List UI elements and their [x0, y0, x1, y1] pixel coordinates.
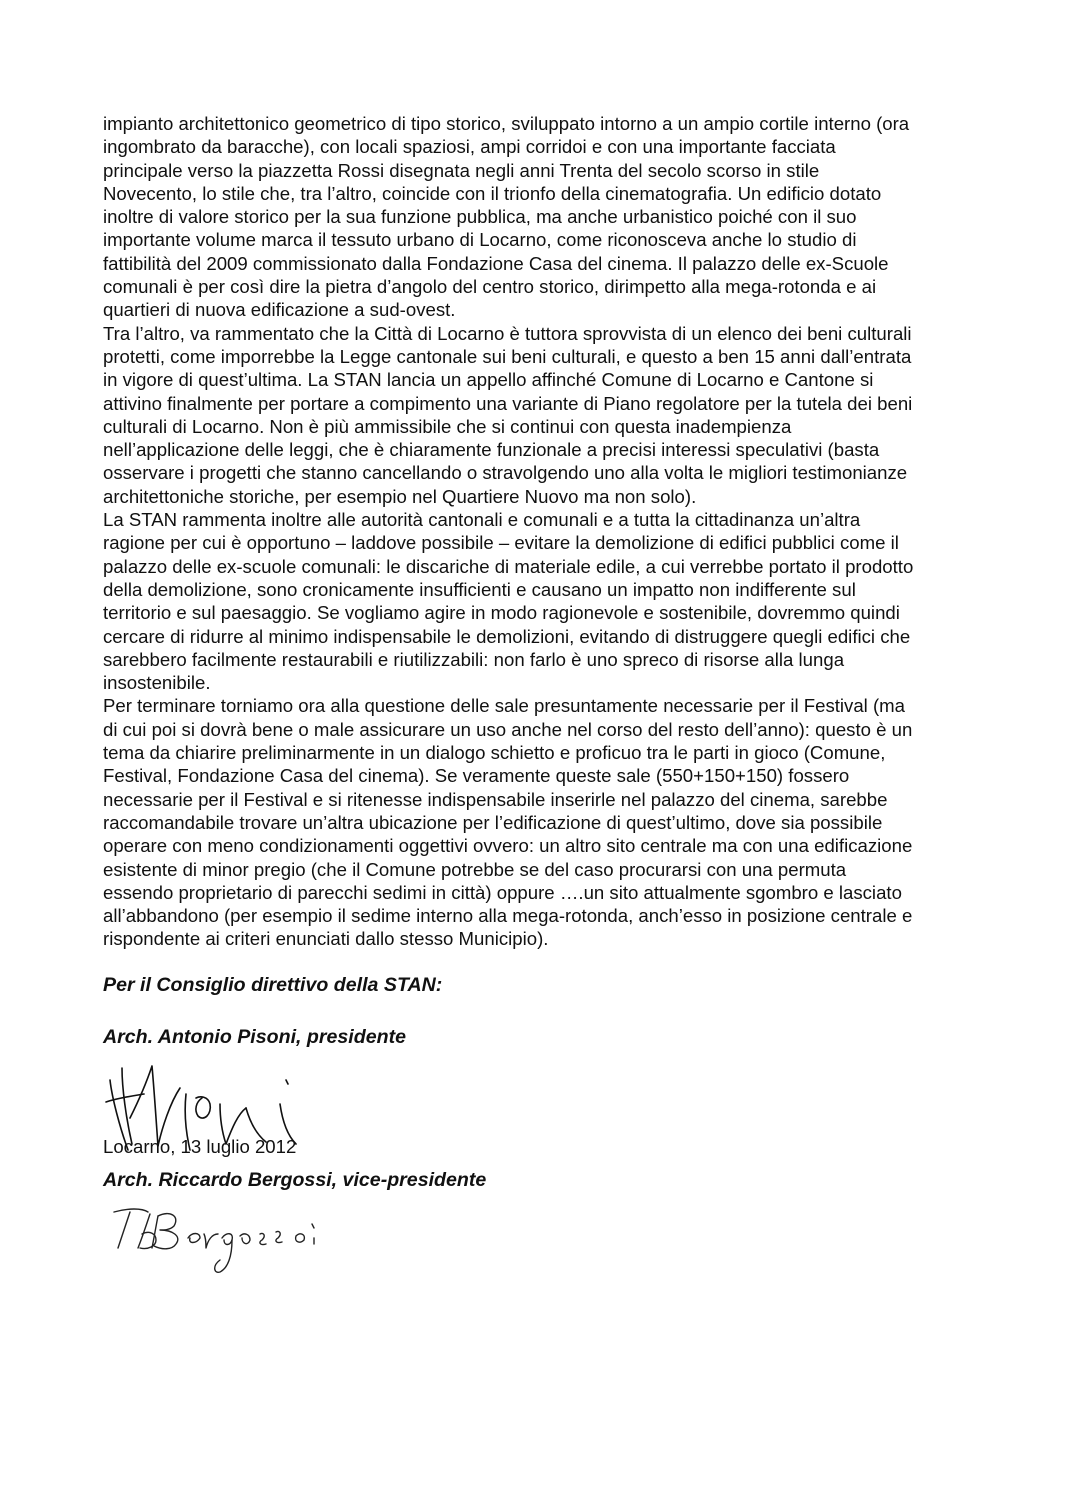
text-line: ingombrato da baracche), con locali spaziosi, ampi corridoi e con una importante facciata [103, 136, 836, 158]
text-line: impianto architettonico geometrico di tipo storico, sviluppato intorno a un ampio cortile interno (ora [103, 113, 910, 134]
text-line: rispondente ai criteri enunciati dallo stesso Municipio). [103, 928, 549, 950]
text-line: essendo proprietario di parecchi sedimi in città) oppure ….un sito attualmente sgombro e lasciato [103, 881, 902, 903]
signatory-1: Arch. Antonio Pisoni, presidente [103, 1026, 407, 1048]
text-line: principale verso la piazzetta Rossi disegnata negli anni Trenta del secolo scorso in stile [103, 159, 820, 181]
text-line: della demolizione, sono cronicamente insufficienti e causano un impatto non indifferente sul [103, 578, 856, 600]
letter-date: Locarno, 13 luglio 2012 [103, 1136, 297, 1157]
signatory-2: Arch. Riccardo Bergossi, vice-presidente [103, 1169, 487, 1191]
text-line: insostenibile. [103, 672, 211, 694]
text-line: protetti, come imporrebbe la Legge cantonale sui beni culturali, e questo a ben 15 anni dall’entrata [103, 345, 912, 367]
text-line: Per terminare torniamo ora alla questione delle sale presuntamente necessarie per il Festival (ma [103, 695, 905, 717]
text-line: architettoniche storiche, per esempio nel Quartiere Nuovo ma non solo). [103, 485, 697, 507]
text-line: nell’applicazione delle leggi, che è chiaramente funzionale a precisi interessi speculativi (basta [103, 439, 880, 461]
text-line: quartieri di nuova edificazione a sud-ovest. [103, 299, 456, 321]
text-line: tema da chiarire preliminarmente in un dialogo schietto e proficuo tra le parti in gioco (Comune, [103, 742, 886, 764]
paragraph-1 [103, 112, 983, 322]
letter-body [103, 112, 983, 951]
text-line: inoltre di valore storico per la sua funzione pubblica, ma anche urbanistico poiché con il suo [103, 206, 857, 228]
paragraph-2 [103, 322, 983, 508]
text-line: necessarie per il Festival e si ritenesse indispensabile inserirle nel palazzo del cinema, sarebbe [103, 788, 888, 810]
text-line: cercare di ridurre al minimo indispensabile le demolizioni, evitando di distruggere quegli edifici che [103, 625, 911, 647]
text-line: operare con meno condizionamenti oggettivi ovvero: un altro sito centrale ma con una edificazione [103, 835, 913, 857]
text-line: comunali è per così dire la pietra d’angolo del centro storico, dirimpetto alla mega-rotonda e ai [103, 276, 877, 298]
paragraph-3 [103, 508, 983, 694]
text-line: di cui poi si dovrà bene o male assicurare un uso anche nel corso del resto dell’anno): questo è un [103, 718, 913, 740]
text-line: raccomandabile trovare un’altra ubicazione per l’edificazione di quest’ultimo, dove sia possibile [103, 811, 883, 833]
closing-heading: Per il Consiglio direttivo della STAN: [103, 974, 443, 996]
text-line: palazzo delle ex-scuole comunali: le discariche di materiale edile, a cui verrebbe portato il prodotto [103, 555, 914, 577]
text-line: Tra l’altro, va rammentato che la Città di Locarno è tuttora sprovvista di un elenco dei beni culturali [103, 322, 912, 344]
text-line: osservare i progetti che stanno cancellando o stravolgendo uno alla volta le migliori testimonianze [103, 462, 908, 484]
text-line: in vigore di quest’ultima. La STAN lancia un appello affinché Comune di Locarno e Cantone si [103, 369, 874, 391]
text-line: sarebbero facilmente restaurabili e riutilizzabili: non farlo è uno spreco di risorse alla lunga [103, 648, 845, 670]
text-line: Novecento, lo stile che, tra l’altro, coincide con il trionfo della cinematografia. Un edificio dotato [103, 182, 882, 204]
text-line: territorio e sul paesaggio. Se vogliamo agire in modo ragionevole e sostenibile, dovremmo quindi [103, 602, 900, 624]
text-line: Festival, Fondazione Casa del cinema). Se veramente queste sale (550+150+150) fossero [103, 765, 850, 787]
text-line: culturali di Locarno. Non è più ammissibile che si continui con questa inadempienza [103, 415, 792, 437]
text-line: esistente di minor pregio (che il Comune potrebbe se del caso procurarsi con una permuta [103, 858, 847, 880]
text-line: importante volume marca il tessuto urbano di Locarno, come riconosceva anche lo studio di [103, 229, 857, 251]
paragraph-4 [103, 694, 983, 950]
signature-bergossi-image [100, 1200, 420, 1280]
text-line: attivino finalmente per portare a compimento una variante di Piano regolatore per la tutela dei beni [103, 392, 913, 414]
text-line: all’abbandono (per esempio il sedime interno alla mega-rotonda, anch’esso in posizione centrale e [103, 905, 913, 927]
text-line: ragione per cui è opportuno – laddove possibile – evitare la demolizione di edifici pubblici come il [103, 532, 899, 554]
text-line: fattibilità del 2009 commissionato dalla Fondazione Casa del cinema. Il palazzo delle ex-Scuole [103, 252, 889, 274]
text-line: La STAN rammenta inoltre alle autorità cantonali e comunali e a tutta la cittadinanza un’altra [103, 509, 861, 531]
